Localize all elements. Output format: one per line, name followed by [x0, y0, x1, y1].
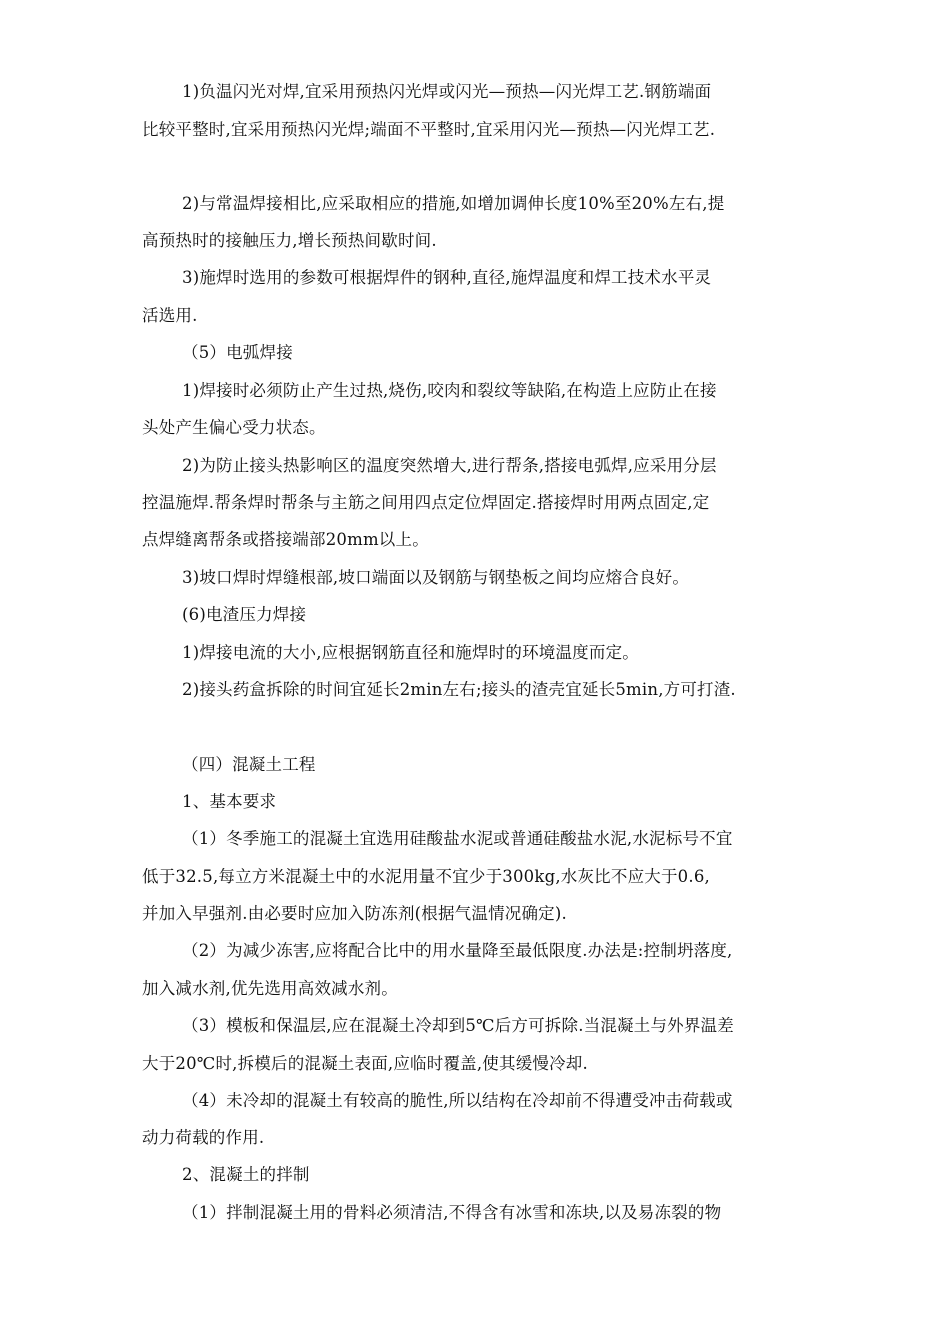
text-line: 2)为防止接头热影响区的温度突然增大,进行帮条,搭接电弧焊,应采用分层 [182, 456, 717, 475]
text-line: 点焊缝离帮条或搭接端部20mm以上。 [142, 530, 429, 549]
text-line: （3）模板和保温层,应在混凝土冷却到5℃后方可拆除.当混凝土与外界温差 [182, 1016, 734, 1035]
section-heading: 2、混凝土的拌制 [182, 1165, 310, 1184]
text-line: 大于20℃时,拆模后的混凝土表面,应临时覆盖,使其缓慢冷却. [142, 1054, 588, 1073]
text-line: 3)坡口焊时焊缝根部,坡口端面以及钢筋与钢垫板之间均应熔合良好。 [182, 568, 690, 587]
text-line: （4）未冷却的混凝土有较高的脆性,所以结构在冷却前不得遭受冲击荷载或 [182, 1091, 733, 1110]
text-line: 1)焊接电流的大小,应根据钢筋直径和施焊时的环境温度而定。 [182, 643, 639, 662]
text-line: 低于32.5,每立方米混凝土中的水泥用量不宜少于300kg,水灰比不应大于0.6, [142, 867, 710, 886]
text-line: 3)施焊时选用的参数可根据焊件的钢种,直径,施焊温度和焊工技术水平灵 [182, 268, 712, 287]
text-line: 比较平整时,宜采用预热闪光焊;端面不平整时,宜采用闪光—预热—闪光焊工艺. [142, 120, 716, 139]
text-line: （1）拌制混凝土用的骨料必须清洁,不得含有冰雪和冻块,以及易冻裂的物 [182, 1203, 722, 1222]
text-line: 并加入早强剂.由必要时应加入防冻剂(根据气温情况确定). [142, 904, 567, 923]
text-line: 1)负温闪光对焊,宜采用预热闪光焊或闪光—预热—闪光焊工艺.钢筋端面 [182, 82, 712, 101]
text-line: 头处产生偏心受力状态。 [142, 418, 326, 437]
text-line: 加入减水剂,优先选用高效减水剂。 [142, 979, 398, 998]
text-line: 2)接头药盒拆除的时间宜延长2min左右;接头的渣壳宜延长5min,方可打渣. [182, 680, 736, 699]
text-line: 2)与常温焊接相比,应采取相应的措施,如增加调伸长度10%至20%左右,提 [182, 194, 725, 213]
text-line: 控温施焊.帮条焊时帮条与主筋之间用四点定位焊固定.搭接焊时用两点固定,定 [142, 493, 710, 512]
text-line: 高预热时的接触压力,增长预热间歇时间. [142, 231, 437, 250]
text-line: 活选用. [142, 306, 198, 325]
text-line: 1)焊接时必须防止产生过热,烧伤,咬肉和裂纹等缺陷,在构造上应防止在接 [182, 381, 717, 400]
text-line: （2）为减少冻害,应将配合比中的用水量降至最低限度.办法是:控制坍落度, [182, 941, 733, 960]
text-line: （1）冬季施工的混凝土宜选用硅酸盐水泥或普通硅酸盐水泥,水泥标号不宜 [182, 829, 733, 848]
text-line: 动力荷载的作用. [142, 1128, 265, 1147]
section-heading: (6)电渣压力焊接 [182, 605, 307, 624]
section-heading: （四）混凝土工程 [182, 755, 316, 774]
section-heading: 1、基本要求 [182, 792, 277, 811]
section-heading: （5）电弧焊接 [182, 343, 293, 362]
